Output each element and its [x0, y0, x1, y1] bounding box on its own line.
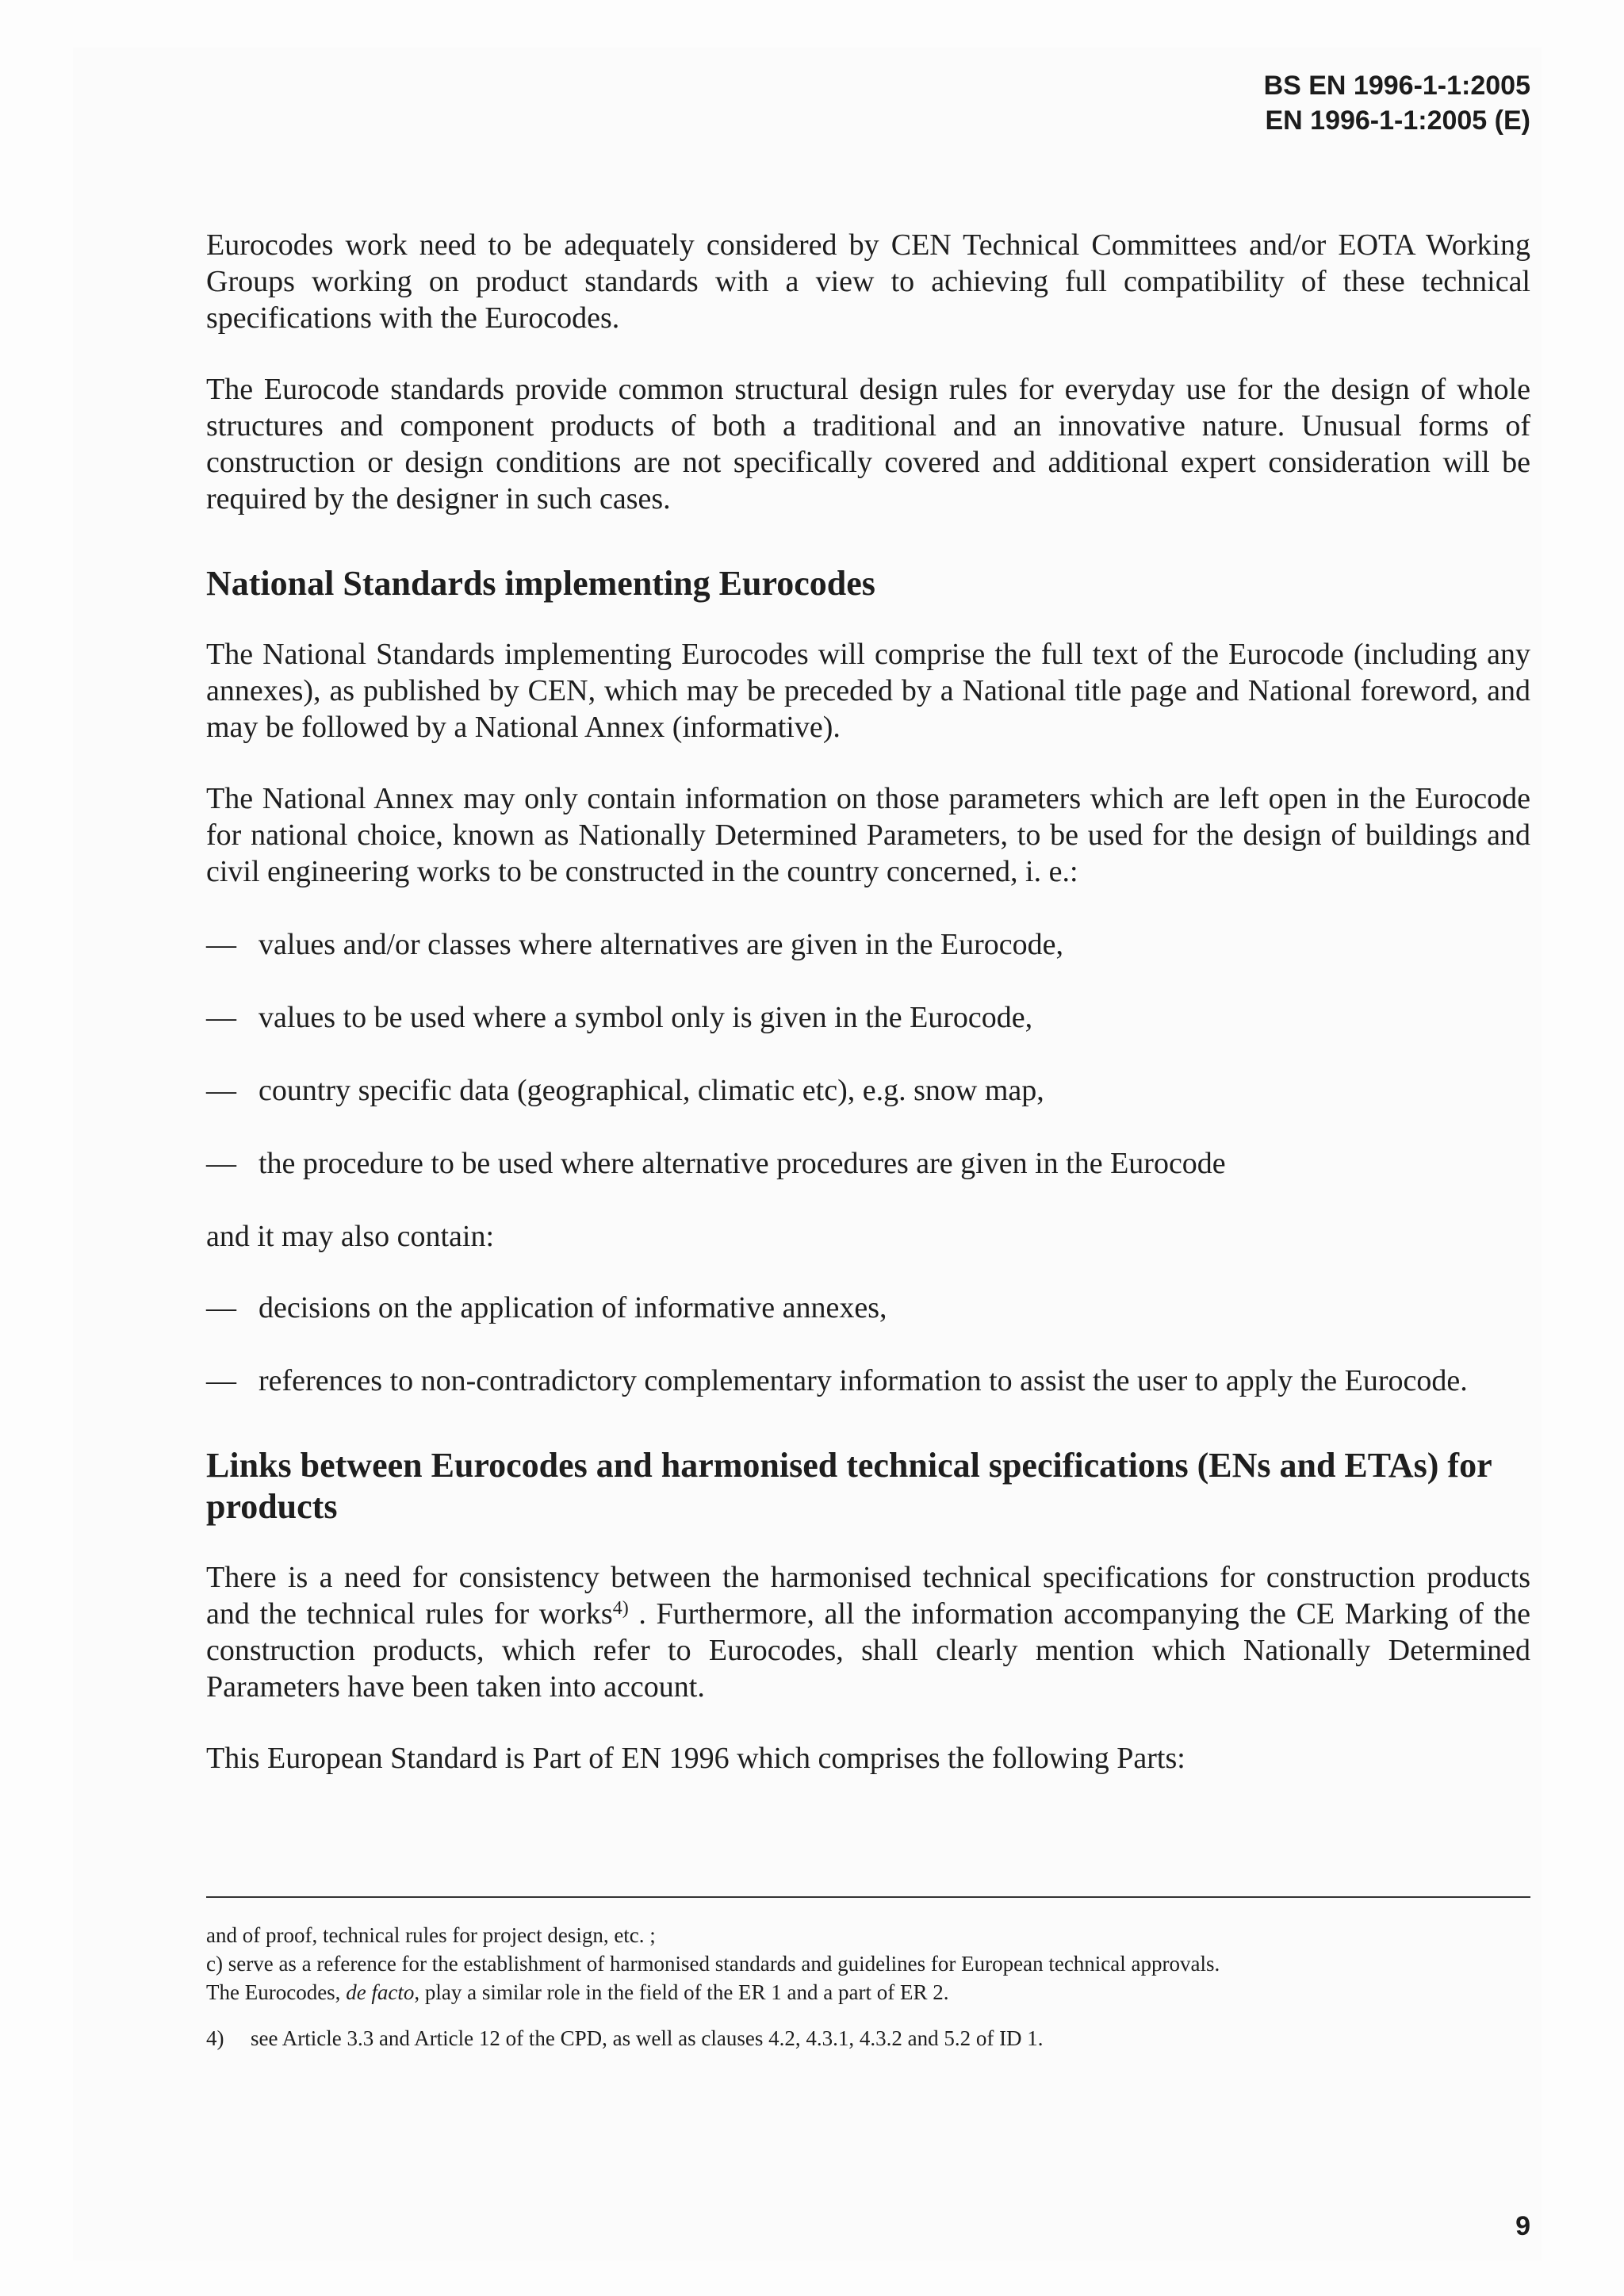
footnote-separator	[206, 1896, 1530, 1898]
list-item-text: references to non-contradictory complementary information to assist the user to apply the Eurocode.	[259, 1364, 1468, 1397]
standard-id-en: EN 1996-1-1:2005 (E)	[1265, 105, 1530, 136]
page-content	[206, 227, 1530, 1811]
dash-bullet: —	[206, 928, 236, 961]
footnote-continuation-1: and of proof, technical rules for project design, etc. ;	[206, 1923, 656, 1947]
footnote-3-text-end: , play a similar role in the field of the ER 1 and a part of ER 2.	[414, 1980, 949, 2004]
footnote-4-number: 4)	[206, 2026, 224, 2050]
footnote-3-text-start: The Eurocodes,	[206, 1980, 347, 2004]
heading-national-standards: National Standards implementing Eurocodes	[206, 564, 875, 603]
list-item-text: the procedure to be used where alternative procedures are given in the Eurocode	[259, 1147, 1226, 1180]
list-item	[206, 1072, 1530, 1109]
footnote-4	[206, 2024, 1530, 2053]
list-item	[206, 1290, 1530, 1326]
paragraph-national-annex: The National Annex may only contain information on those parameters which are left open in the Eurocode for national choice, known as Nationally Determined Parameters, to be used for the design of buildings and civil engineering works to be constructed in the country concerned, i. e.:	[206, 782, 1530, 888]
heading-links-ens-etas: Links between Eurocodes and harmonised technical specifications (ENs and ETAs) for products	[206, 1446, 1492, 1526]
paragraph-may-also-contain: and it may also contain:	[206, 1220, 495, 1253]
list-item-text: country specific data (geographical, climatic etc), e.g. snow map,	[259, 1074, 1044, 1107]
list-item-text: values and/or classes where alternatives are given in the Eurocode,	[259, 928, 1064, 961]
paragraph-eota-compatibility: Eurocodes work need to be adequately considered by CEN Technical Committees and/or EOTA Working Groups working on product standards with a view to achieving full compatibility of these technical specifications with the Eurocodes.	[206, 228, 1530, 335]
paragraph-national-standards: The National Standards implementing Eurocodes will comprise the full text of the Eurocode (including any annexes), as published by CEN, which may be preceded by a National title page and National foreword, and may be followed by a National Annex (informative).	[206, 638, 1530, 744]
footnote-reference-4[interactable]: 4)	[612, 1598, 629, 1619]
footnote-3-italic: de facto	[346, 1980, 415, 2004]
list-item-text: decisions on the application of informative annexes,	[259, 1291, 887, 1324]
footnote-continuation-3	[206, 1978, 1530, 2007]
page-number: 9	[1515, 2211, 1530, 2241]
list-item	[206, 1363, 1530, 1399]
footnote-continuation-2: c) serve as a reference for the establishment of harmonised standards and guidelines for European technical approvals.	[206, 1952, 1220, 1976]
paragraph-eurocode-rules: The Eurocode standards provide common structural design rules for everyday use for the design of whole structures and component products of both a traditional and an innovative nature. Unusual forms of construction or design conditions are not specifically covered and additional expert consideration will be required by the designer in such cases.	[206, 373, 1530, 516]
standard-id-bs: BS EN 1996-1-1:2005	[1263, 71, 1530, 101]
list-item	[206, 999, 1530, 1036]
paragraph-en1996-parts: This European Standard is Part of EN 1996 which comprises the following Parts:	[206, 1742, 1185, 1775]
dash-bullet: —	[206, 1147, 236, 1180]
consistency-text-end: . Furthermore, all the information accompanying the CE Marking of the construction products, which refer to Eurocodes, shall clearly mention which Nationally Determined Parameters have been taken into account.	[206, 1597, 1530, 1704]
document-header	[1264, 68, 1530, 138]
dash-bullet: —	[206, 1074, 236, 1107]
consistency-text-start: There is a need for consistency between the harmonised technical specifications for construction products and the technical rules for works	[206, 1561, 1530, 1631]
list-item	[206, 1145, 1530, 1182]
footnote-4-text: see Article 3.3 and Article 12 of the CPD, as well as clauses 4.2, 4.3.1, 4.3.2 and 5.2 of ID 1.	[251, 2026, 1044, 2050]
list-item	[206, 926, 1530, 963]
list-item-text: values to be used where a symbol only is given in the Eurocode,	[259, 1001, 1033, 1034]
dash-bullet: —	[206, 1291, 236, 1324]
dash-bullet: —	[206, 1001, 236, 1034]
paragraph-consistency	[206, 1559, 1530, 1705]
footnotes	[206, 1921, 1530, 2053]
dash-bullet: —	[206, 1364, 236, 1397]
